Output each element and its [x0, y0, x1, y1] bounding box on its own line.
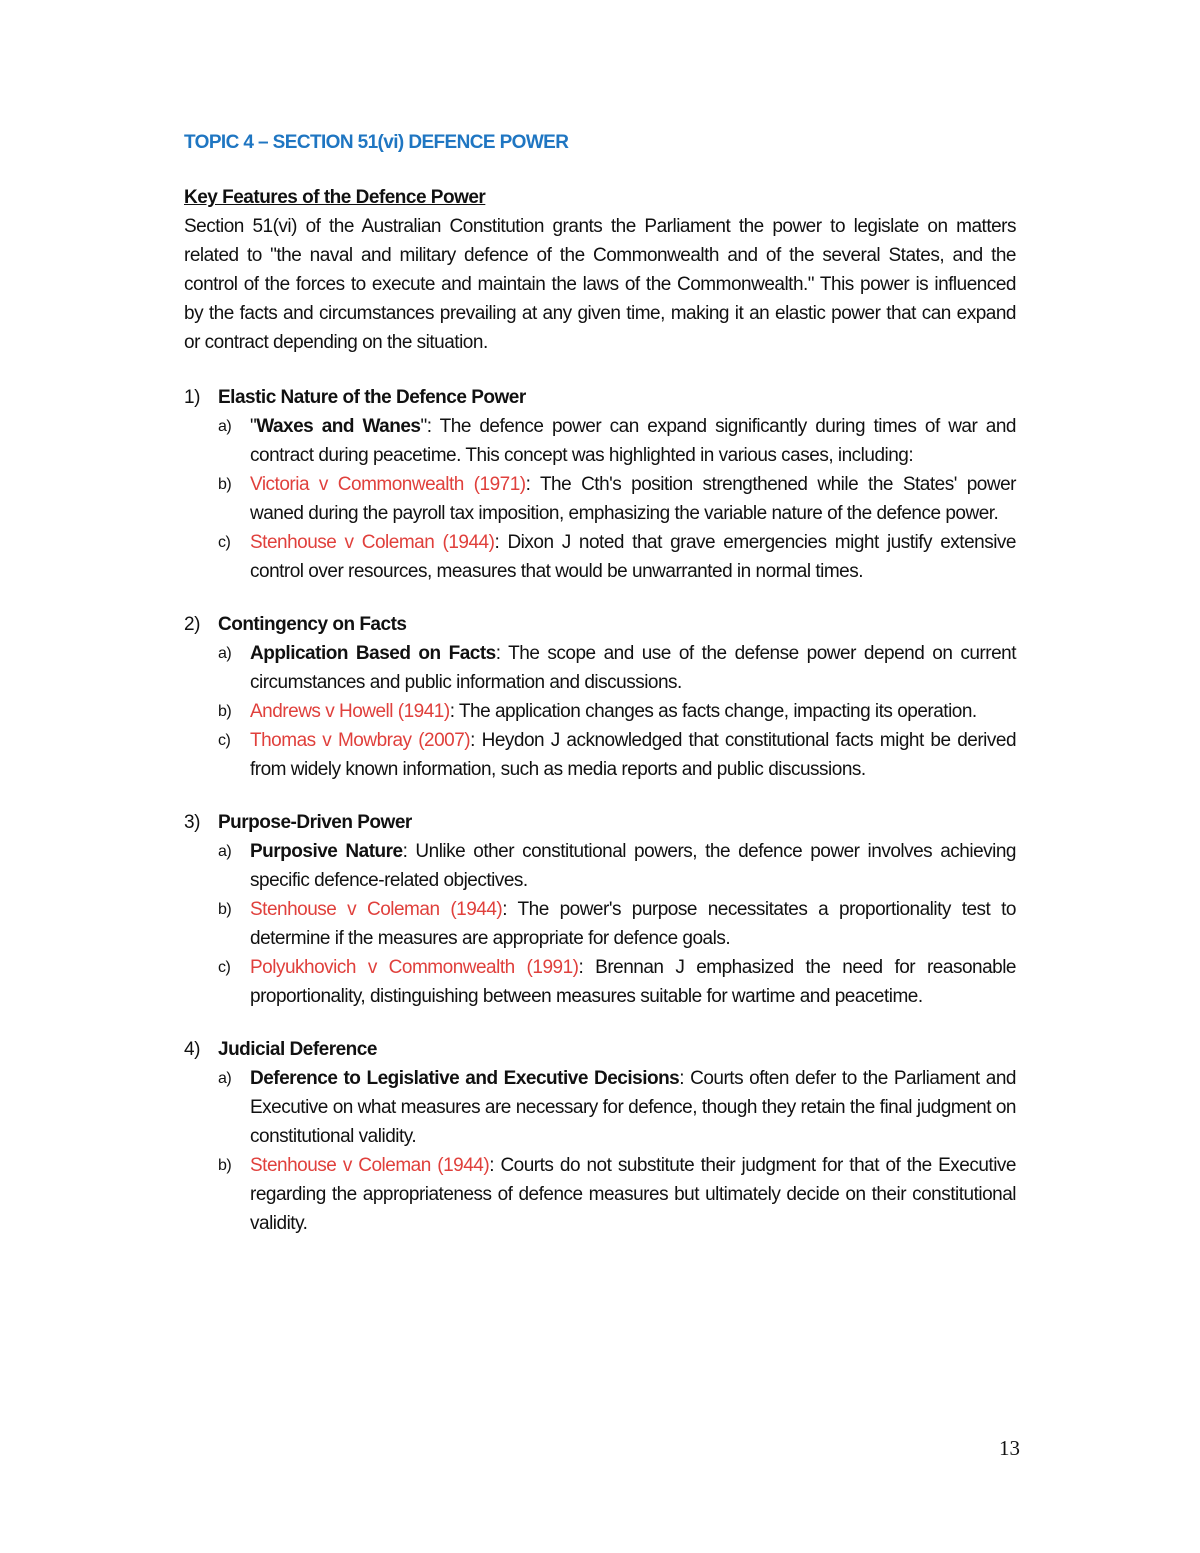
separator: :: [489, 1155, 501, 1176]
key-term: Waxes and Wanes: [256, 416, 421, 437]
section-subheading: Key Features of the Defence Power: [184, 187, 486, 208]
case-citation: Thomas v Mowbray (2007): [250, 730, 471, 751]
section-title: Judicial Deference: [218, 1039, 377, 1060]
section-number: 2): [184, 614, 200, 635]
item-letter: b): [218, 1157, 232, 1174]
item-text: The Cth's position strengthened while the States' power waned during the payroll tax imposition, emphasizing the variable nature of the defence power.: [250, 474, 1016, 524]
separator: :: [525, 474, 540, 495]
key-term: Purposive Nature: [250, 841, 403, 862]
quote-mark: ": [250, 416, 257, 437]
separator: :: [449, 701, 459, 722]
separator: :: [502, 899, 518, 920]
list-item: [184, 837, 1016, 895]
item-letter: a): [218, 1070, 232, 1087]
section-number: 3): [184, 812, 200, 833]
separator: :: [495, 643, 509, 664]
item-letter: a): [218, 645, 232, 662]
section-heading: [184, 383, 1016, 412]
list-item: [184, 895, 1016, 953]
item-letter: b): [218, 476, 232, 493]
page-title: TOPIC 4 – SECTION 51(vi) DEFENCE POWER: [184, 132, 569, 153]
case-citation: Stenhouse v Coleman (1944): [250, 532, 495, 553]
section-heading: [184, 1035, 1016, 1064]
item-text: Unlike other constitutional powers, the defence power involves achieving specific defence-related objectives.: [250, 841, 1016, 891]
section-number: 1): [184, 387, 200, 408]
numbered-section: [184, 808, 1016, 1011]
list-item: [184, 1064, 1016, 1151]
case-citation: Victoria v Commonwealth (1971): [250, 474, 526, 495]
intro-paragraph: Section 51(vi) of the Australian Constitution grants the Parliament the power to legislate on matters related to "the naval and military defence of the Commonwealth and of the several States, and the control of the forces to execute and maintain the laws of the Commonwealth." This power is influenced by the facts and circumstances prevailing at any given time, making it an elastic power that can expand or contract depending on the situation.: [184, 216, 1016, 353]
quote-mark: ": [420, 416, 427, 437]
item-text: Heydon J acknowledged that constitutional facts might be derived from widely known information, such as media reports and public discussions.: [250, 730, 1017, 780]
item-letter: a): [218, 418, 232, 435]
item-text: Courts do not substitute their judgment for that of the Executive regarding the appropriateness of defence measures but ultimately decide on their constitutional validity.: [250, 1155, 1017, 1234]
item-text: The defence power can expand significantly during times of war and contract during peacetime. This concept was highlighted in various cases, including:: [250, 416, 1016, 466]
page-number: 13: [999, 1436, 1020, 1460]
separator: :: [679, 1068, 691, 1089]
document-page: [184, 132, 1016, 1262]
item-letter: c): [218, 959, 231, 976]
numbered-section: [184, 383, 1016, 586]
list-item: [184, 726, 1016, 784]
numbered-section: [184, 610, 1016, 784]
item-letter: c): [218, 534, 231, 551]
separator: :: [470, 730, 482, 751]
numbered-section: [184, 1035, 1016, 1238]
list-item: [184, 1151, 1016, 1238]
section-heading: [184, 610, 1016, 639]
separator: :: [494, 532, 508, 553]
list-item: [184, 953, 1016, 1011]
item-text: Dixon J noted that grave emergencies might justify extensive control over resources, measures that would be unwarranted in normal times.: [250, 532, 1016, 582]
item-letter: c): [218, 732, 231, 749]
list-item: [184, 639, 1016, 697]
key-term: Application Based on Facts: [250, 643, 496, 664]
separator: :: [402, 841, 416, 862]
item-letter: a): [218, 843, 232, 860]
item-text: The application changes as facts change, impacting its operation.: [458, 701, 977, 722]
section-heading: [184, 808, 1016, 837]
section-title: Purpose-Driven Power: [218, 812, 412, 833]
case-citation: Andrews v Howell (1941): [250, 701, 450, 722]
item-text: Brennan J emphasized the need for reasonable proportionality, distinguishing between measures suitable for wartime and peacetime.: [250, 957, 1017, 1007]
key-term: Deference to Legislative and Executive Decisions: [250, 1068, 680, 1089]
section-title: Elastic Nature of the Defence Power: [218, 387, 526, 408]
section-title: Contingency on Facts: [218, 614, 407, 635]
list-item: [184, 697, 1016, 726]
separator: :: [426, 416, 440, 437]
list-item: [184, 412, 1016, 470]
item-text: Courts often defer to the Parliament and Executive on what measures are necessary for defence, though they retain the final judgment on constitutional validity.: [250, 1068, 1016, 1147]
case-citation: Stenhouse v Coleman (1944): [250, 1155, 490, 1176]
sections-list: [184, 383, 1016, 1238]
item-text: The scope and use of the defense power depend on current circumstances and public information and discussions.: [250, 643, 1016, 693]
item-letter: b): [218, 901, 232, 918]
separator: :: [578, 957, 596, 978]
item-text: The power's purpose necessitates a proportionality test to determine if the measures are appropriate for defence goals.: [250, 899, 1016, 949]
list-item: [184, 470, 1016, 528]
case-citation: Polyukhovich v Commonwealth (1991): [250, 957, 579, 978]
list-item: [184, 528, 1016, 586]
section-number: 4): [184, 1039, 200, 1060]
case-citation: Stenhouse v Coleman (1944): [250, 899, 503, 920]
item-letter: b): [218, 703, 232, 720]
